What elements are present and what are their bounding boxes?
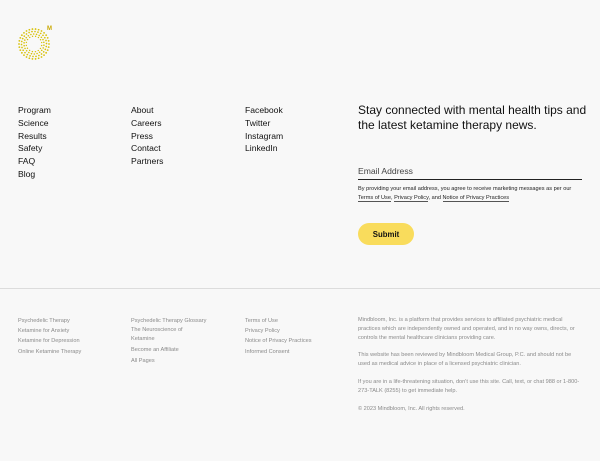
- nav-link-contact[interactable]: Contact: [131, 143, 161, 154]
- logo-trademark: M: [47, 26, 52, 32]
- footer-link-neuroscience[interactable]: The Neuroscience of Ketamine: [131, 327, 183, 342]
- consent-text: By providing your email address, you agree to receive marketing messages as per our Terms of Use, Privacy Policy, and Notice of Privacy Practices: [358, 186, 572, 201]
- copyright: © 2023 Mindbloom, Inc. All rights reserved.: [358, 405, 465, 412]
- social-link-twitter[interactable]: Twitter: [245, 117, 271, 128]
- footer-link-terms[interactable]: Terms of Use: [245, 318, 278, 324]
- footer-link-notice[interactable]: Notice of Privacy Practices: [245, 338, 312, 345]
- footer-link-privacy[interactable]: Privacy Policy: [245, 328, 280, 335]
- footer-link-all-pages[interactable]: All Pages: [131, 357, 155, 364]
- footer-link-ketamine-anxiety[interactable]: Ketamine for Anxiety: [18, 328, 70, 335]
- social-link-linkedin[interactable]: LinkedIn: [245, 143, 278, 154]
- nav-column-social: [245, 104, 283, 155]
- footer-links-resources: [131, 316, 206, 366]
- nav-link-careers[interactable]: Careers: [131, 117, 162, 128]
- nav-link-science[interactable]: Science: [18, 117, 49, 128]
- nav-column-program: [18, 104, 51, 181]
- consent-and: , and: [428, 195, 441, 201]
- nav-link-program[interactable]: Program: [18, 105, 51, 115]
- consent-prefix: By providing your email address, you agree to receive marketing messages as per our: [358, 186, 572, 192]
- footer-link-online-ketamine[interactable]: Online Ketamine Therapy: [18, 348, 82, 355]
- footer-link-consent[interactable]: Informed Consent: [245, 348, 290, 355]
- nav-link-partners[interactable]: Partners: [131, 156, 164, 167]
- footer-link-psychedelic-therapy[interactable]: Psychedelic Therapy: [18, 318, 70, 324]
- footer-link-glossary[interactable]: Psychedelic Therapy Glossary: [131, 318, 207, 324]
- disclaimer-platform: Mindbloom, Inc. is a platform that provides services to affiliated psychiatric medical practices which are independently owned and operated, and in no way owns, directs, or controls the mental healthcare clinicians providing care.: [358, 317, 575, 341]
- disclaimer-review: This website has been reviewed by Mindbloom Medical Group, P.C. and should not be used as medical advice in place of a licensed psychiatric clinician.: [358, 352, 572, 368]
- consent-privacy-link[interactable]: Privacy Policy: [394, 195, 429, 201]
- consent-notice-link[interactable]: Notice of Privacy Practices: [442, 195, 510, 201]
- disclaimer-emergency: If you are in a life-threatening situation, don't use this site. Call, text, or chat 988 or 1-800-273-TALK (8255) to get immediate help.: [358, 378, 580, 394]
- footer-links-therapy: [18, 316, 81, 357]
- nav-link-faq[interactable]: FAQ: [18, 156, 36, 167]
- nav-link-blog[interactable]: Blog: [18, 168, 36, 179]
- nav-link-results[interactable]: Results: [18, 130, 47, 141]
- nav-link-safety[interactable]: Safety: [18, 143, 43, 154]
- footer-divider: [0, 288, 600, 289]
- footer-link-affiliate[interactable]: Become an Affiliate: [131, 347, 179, 354]
- social-link-facebook[interactable]: Facebook: [245, 105, 283, 115]
- nav-link-about[interactable]: About: [131, 105, 154, 115]
- nav-column-company: [131, 104, 163, 168]
- social-link-instagram[interactable]: Instagram: [245, 130, 284, 141]
- footer-link-ketamine-depression[interactable]: Ketamine for Depression: [18, 338, 80, 345]
- footer-links-legal: [245, 316, 312, 357]
- consent-terms-link[interactable]: Terms of Use: [358, 195, 391, 201]
- submit-button[interactable]: Submit: [358, 223, 414, 245]
- nav-link-press[interactable]: Press: [131, 130, 153, 141]
- newsletter-signup: [358, 103, 588, 239]
- legal-disclaimer: [358, 316, 584, 422]
- newsletter-heading: Stay connected with mental health tips and the latest ketamine therapy news.: [358, 103, 587, 132]
- email-field-wrapper: [358, 161, 582, 180]
- email-input[interactable]: [358, 166, 582, 178]
